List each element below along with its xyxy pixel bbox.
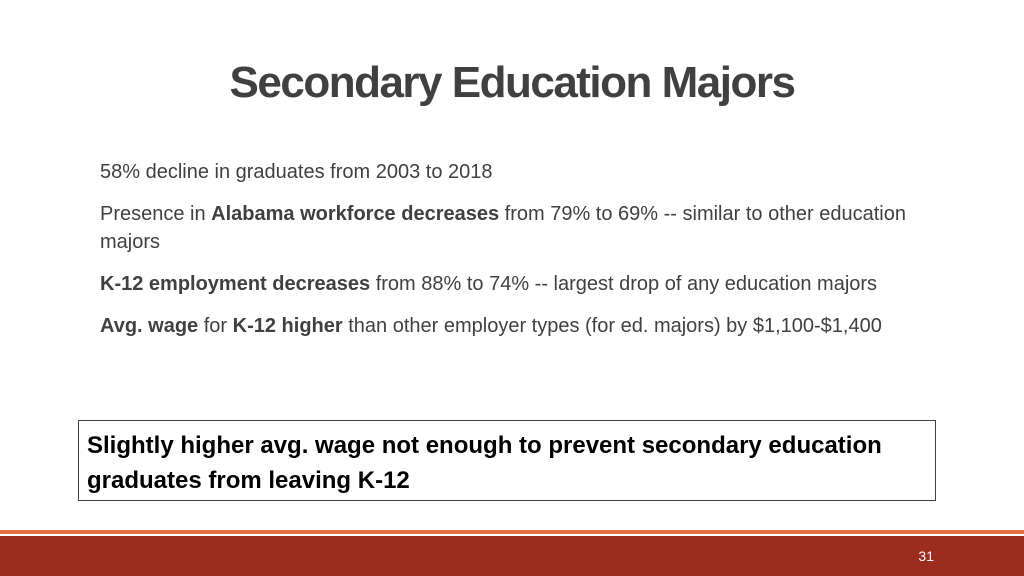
bullet-emphasis: K-12 employment decreases <box>100 273 371 295</box>
accent-line <box>0 530 1024 534</box>
bullet-text: than other employer types (for ed. majors) by $1,100-$1,400 <box>342 315 882 337</box>
bullet-emphasis: K-12 higher <box>232 315 343 337</box>
callout-box: Slightly higher avg. wage not enough to prevent secondary education graduates from leaving K-12 <box>78 420 936 501</box>
bullet-item <box>100 200 940 256</box>
bullet-item <box>100 270 940 298</box>
bullet-item <box>100 312 940 340</box>
bullet-text: from 88% to 74% -- largest drop of any education majors <box>370 273 878 295</box>
bullet-text: Presence in <box>100 203 212 225</box>
bullet-text: 58% decline in graduates from 2003 to 2018 <box>100 161 493 183</box>
bullet-list <box>100 158 940 354</box>
footer-bar <box>0 536 1024 576</box>
slide-title: Secondary Education Majors <box>229 58 795 107</box>
bullet-item <box>100 158 940 186</box>
page-number: 31 <box>918 548 934 564</box>
bullet-text: from 79% to 69% -- similar to other education majors <box>100 203 906 253</box>
bullet-emphasis: Avg. wage <box>100 315 199 337</box>
bullet-emphasis: Alabama workforce decreases <box>211 203 500 225</box>
bullet-text: for <box>198 315 233 337</box>
